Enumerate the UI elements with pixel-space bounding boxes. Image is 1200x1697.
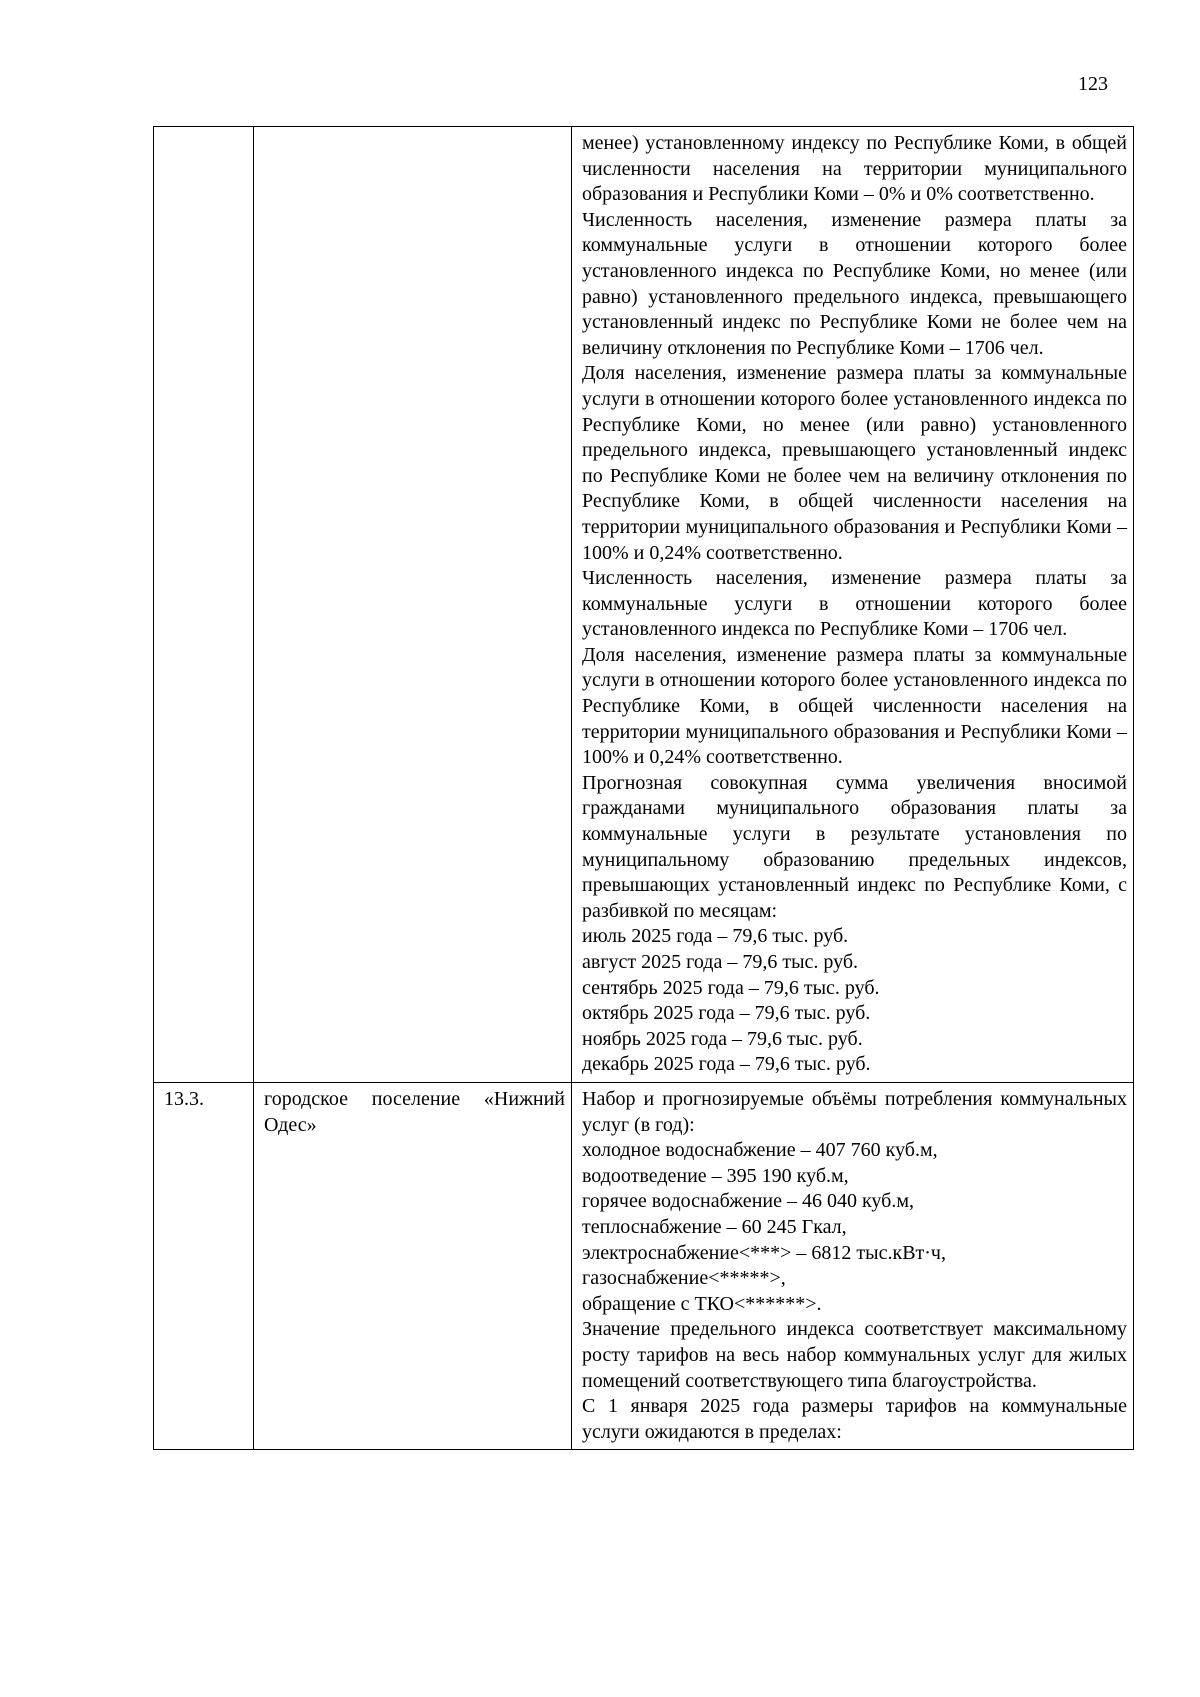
consumption-line: холодное водоснабжение – 407 760 куб.м,: [582, 1139, 938, 1162]
paragraph: С 1 января 2025 года размеры тарифов на коммунальные услуги ожидаются в пределах:: [582, 1395, 1127, 1443]
row-number-cell-empty: [154, 127, 254, 1083]
document-table: [153, 126, 1134, 1450]
paragraph: Прогнозная совокупная сумма увеличения вносимой гражданами муниципального образования платы за коммунальные услуги в результате установления по муниципальному образованию предельных индексов, превышающих установленный индекс по Республике Коми, с разбивкой по месяцам:: [582, 771, 1127, 922]
settlement-cell: городское поселение «Нижний Одес»: [254, 1082, 572, 1449]
intro-paragraph: Набор и прогнозируемые объёмы потребления коммунальных услуг (в год):: [582, 1087, 1127, 1136]
paragraph: Доля населения, изменение размера платы за коммунальные услуги в отношении которого более установленного индекса по Республике Коми, в общей численности населения на территории муниципального образования и Республики Коми – 100% и 0,24% соответственно.: [582, 643, 1127, 769]
consumption-line: обращение с ТКО<******>.: [582, 1292, 822, 1315]
consumption-line: теплоснабжение – 60 245 Гкал,: [582, 1215, 847, 1238]
monthly-line: октябрь 2025 года – 79,6 тыс. руб.: [582, 1002, 871, 1025]
description-cell: [572, 1082, 1134, 1449]
consumption-line: горячее водоснабжение – 46 040 куб.м,: [582, 1190, 914, 1213]
table-row-continued: [154, 127, 1134, 1083]
monthly-line: ноябрь 2025 года – 79,6 тыс. руб.: [582, 1027, 863, 1050]
paragraph: Численность населения, изменение размера платы за коммунальные услуги в отношении которого более установленного индекса по Республике Коми – 1706 чел.: [582, 567, 1127, 641]
consumption-line: электроснабжение<***> – 6812 тыс.кВт·ч,: [582, 1241, 946, 1264]
monthly-line: август 2025 года – 79,6 тыс. руб.: [582, 951, 859, 973]
paragraph: Значение предельного индекса соответствует максимальному росту тарифов на весь набор коммунальных услуг для жилых помещений соответствующего типа благоустройства.: [582, 1318, 1127, 1392]
monthly-line: сентябрь 2025 года – 79,6 тыс. руб.: [582, 976, 880, 999]
settlement-cell-empty: [254, 127, 572, 1083]
table-row-13-3: [154, 1082, 1134, 1449]
monthly-line: декабрь 2025 года – 79,6 тыс. руб.: [582, 1053, 871, 1076]
consumption-line: газоснабжение<*****>,: [582, 1267, 786, 1290]
paragraph: Доля населения, изменение размера платы за коммунальные услуги в отношении которого более установленного индекса по Республике Коми, но менее (или равно) установленного предельного индекса, превышающего установленный индекс по Республике Коми не более чем на величину отклонения по Республике Коми, в общей численности населения на территории муниципального образования и Республики Коми – 100% и 0,24% соответственно.: [582, 362, 1127, 564]
description-cell: [572, 127, 1134, 1083]
paragraph: Численность населения, изменение размера платы за коммунальные услуги в отношении которого более установленного индекса по Республике Коми, но менее (или равно) установленного предельного индекса, превышающего установленный индекс по Республике Коми не более чем на величину отклонения по Республике Коми – 1706 чел.: [582, 208, 1127, 359]
monthly-line: июль 2025 года – 79,6 тыс. руб.: [582, 925, 849, 948]
paragraph: менее) установленному индексу по Республике Коми, в общей численности населения на территории муниципального образования и Республики Коми – 0% и 0% соответственно.: [582, 132, 1127, 206]
consumption-line: водоотведение – 395 190 куб.м,: [582, 1164, 849, 1187]
page-number: 123: [1078, 73, 1108, 95]
row-number-cell: 13.3.: [154, 1082, 254, 1449]
